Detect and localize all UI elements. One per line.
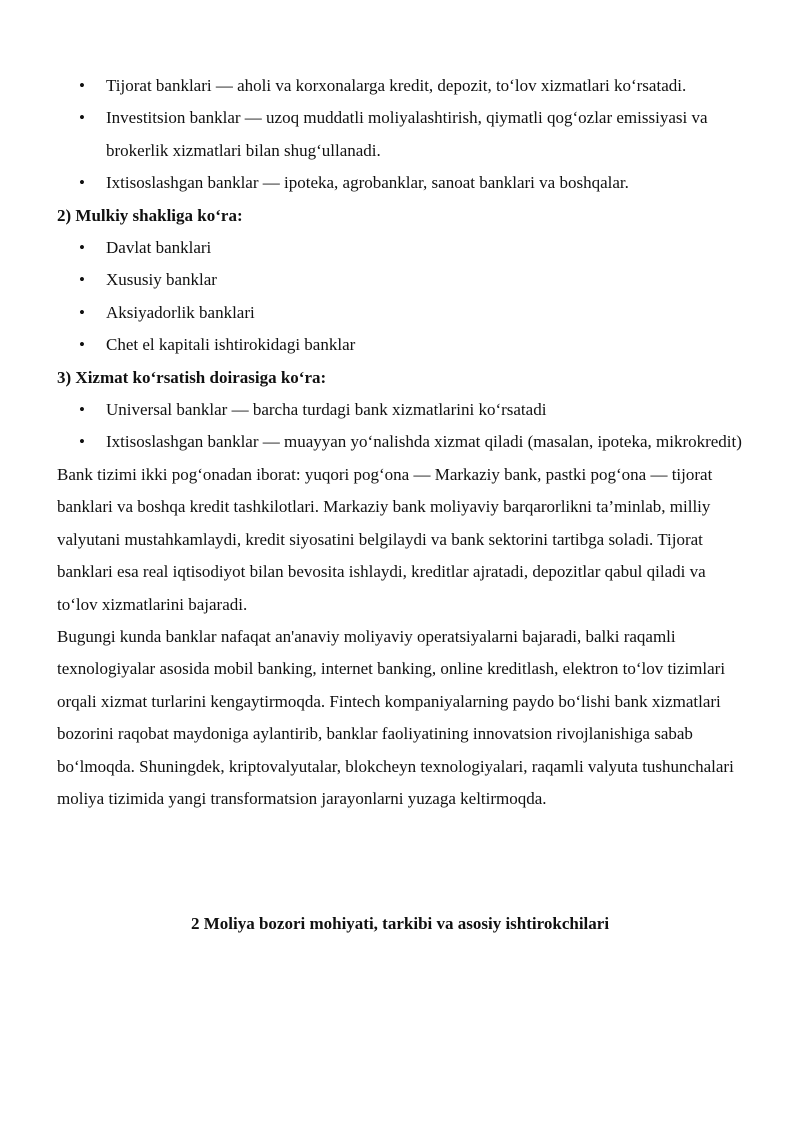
list-item: • Ixtisoslashgan banklar — muayyan yo‘nalishda xizmat qiladi (masalan, ipoteka, mikrokredit) [57,426,747,458]
list-item: • Xususiy banklar [57,264,747,296]
section-title: 2 Moliya bozori mohiyati, tarkibi va asosiy ishtirokchilari [190,914,610,934]
bank-types-list [57,70,747,200]
paragraph-bank-system: Bank tizimi ikki pog‘onadan iborat: yuqori pog‘ona — Markaziy bank, pastki pog‘ona — tijorat banklari va boshqa kredit tashkilotlari. Markaziy bank moliyaviy barqarorlikni ta’minlab, milliy valyutani mustahkamlaydi, kredit siyosatini belgilaydi va bank sektorini tartibga soladi. Tijorat banklari esa real iqtisodiyot bilan bevosita ishlaydi, kreditlar ajratadi, depozitlar qabul qiladi va to‘lov xizmatlarini bajaradi. [57,464,713,614]
list-item: • Universal banklar — barcha turdagi bank xizmatlarini ko‘rsatadi [57,394,747,426]
list-item: • Davlat banklari [57,232,747,264]
list-item: • Tijorat banklari — aholi va korxonalarga kredit, depozit, to‘lov xizmatlari ko‘rsatadi. [57,70,747,102]
list-item: • Aksiyadorlik banklari [57,297,747,329]
list-item: • Investitsion banklar — uzoq muddatli moliyalashtirish, qiymatli qog‘ozlar emissiyasi va brokerlik xizmatlari bilan shug‘ullanadi. [57,102,747,167]
list-item: • Chet el kapitali ishtirokidagi banklar [57,329,747,361]
service-scope-heading: 3) Xizmat ko‘rsatish doirasiga ko‘ra: [57,367,327,387]
ownership-list [57,232,747,362]
ownership-heading: 2) Mulkiy shakliga ko‘ra: [57,205,243,225]
paragraph-digital-banking: Bugungi kunda banklar nafaqat an'anaviy moliyaviy operatsiyalarni bajaradi, balki raqamli texnologiyalar asosida mobil banking, internet banking, online kreditlash, elektron to‘lov tizimlari orqali xizmat turlarini kengaytirmoqda. Fintech kompaniyalarning paydo bo‘lishi bank xizmatlari bozorini raqobat maydoniga aylantirib, banklar faoliyatining innovatsion rivojlanishiga sabab bo‘lmoqda. Shuningdek, kriptovalyutalar, blokcheyn texnologiyalari, raqamli valyuta tushunchalari moliya tizimida yangi transformatsion jarayonlarni yuzaga keltirmoqda. [57,626,734,808]
list-item: • Ixtisoslashgan banklar — ipoteka, agrobanklar, sanoat banklari va boshqalar. [57,167,747,199]
document-page [57,70,747,941]
service-scope-list [57,394,747,459]
spacer [57,815,747,908]
